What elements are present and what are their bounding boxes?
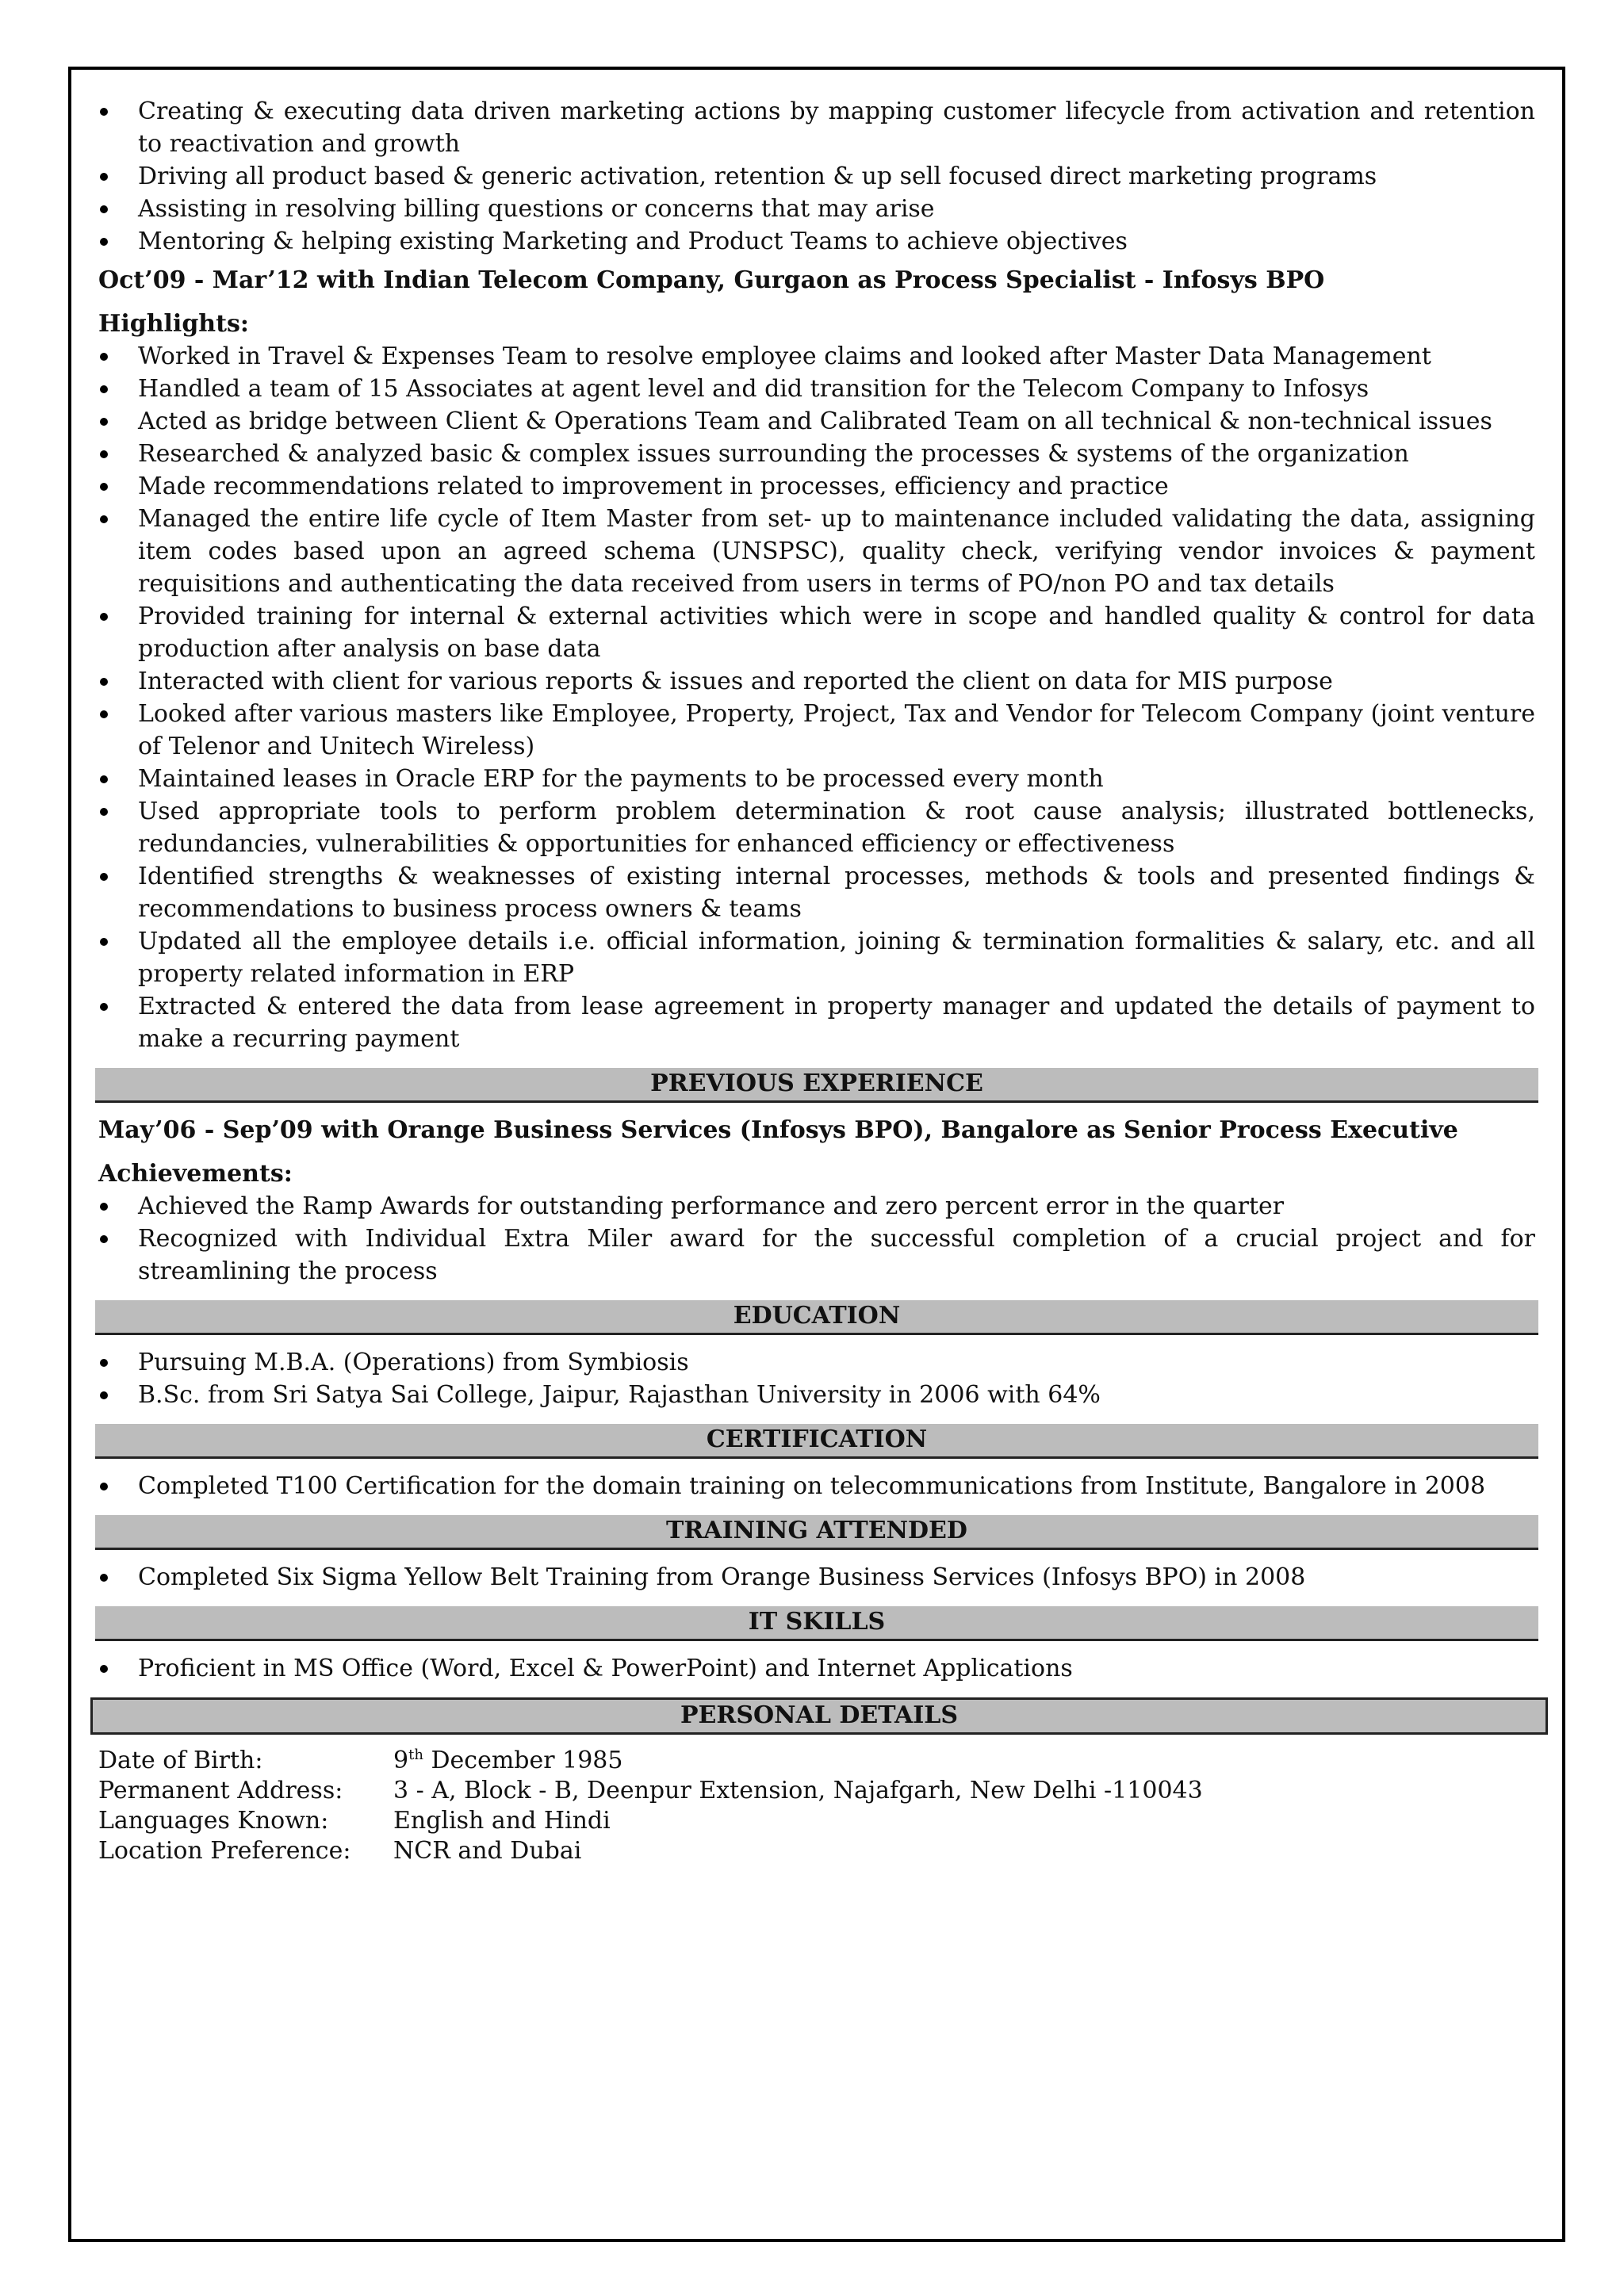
detail-row-languages <box>98 1806 1535 1836</box>
list-item: Researched & analyzed basic & complex issues surrounding the processes & systems of the organization <box>98 438 1535 470</box>
list-item: Looked after various masters like Employee, Property, Project, Tax and Vendor for Telecom Company (joint venture of Telenor and Unitech Wireless) <box>98 698 1535 763</box>
job-title-infosys: Oct’09 - Mar’12 with Indian Telecom Company, Gurgaon as Process Specialist - Infosys BPO <box>98 266 1325 294</box>
languages-label: Languages Known: <box>98 1807 329 1835</box>
training-list <box>98 1561 1535 1594</box>
list-item: Proficient in MS Office (Word, Excel & PowerPoint) and Internet Applications <box>98 1652 1535 1685</box>
section-header-education: EDUCATION <box>95 1300 1538 1335</box>
highlights-list <box>98 340 1535 1055</box>
education-list <box>98 1346 1535 1411</box>
list-item: Assisting in resolving billing questions or concerns that may arise <box>98 193 1535 225</box>
detail-row-dob <box>98 1746 1535 1776</box>
it-skills-list <box>98 1652 1535 1685</box>
list-item: Achieved the Ramp Awards for outstanding performance and zero percent error in the quarter <box>98 1190 1535 1223</box>
dob-suffix: th <box>408 1747 423 1763</box>
list-item: Worked in Travel & Expenses Team to resolve employee claims and looked after Master Data Management <box>98 340 1535 373</box>
achievements-heading: Achievements: <box>98 1160 293 1188</box>
list-item: Recognized with Individual Extra Miler award for the successful completion of a crucial project and for streamlining the process <box>98 1223 1535 1288</box>
list-item: Mentoring & helping existing Marketing and Product Teams to achieve objectives <box>98 225 1535 258</box>
list-item: Extracted & entered the data from lease agreement in property manager and updated the details of payment to make a recurring payment <box>98 990 1535 1055</box>
list-item: Completed T100 Certification for the domain training on telecommunications from Institute, Bangalore in 2008 <box>98 1470 1535 1502</box>
list-item: Acted as bridge between Client & Operations Team and Calibrated Team on all technical & non-technical issues <box>98 405 1535 438</box>
list-item: Made recommendations related to improvement in processes, efficiency and practice <box>98 470 1535 503</box>
section-header-training: TRAINING ATTENDED <box>95 1515 1538 1550</box>
address-label: Permanent Address: <box>98 1777 343 1804</box>
list-item: Interacted with client for various reports & issues and reported the client on data for MIS purpose <box>98 665 1535 698</box>
list-item: B.Sc. from Sri Satya Sai College, Jaipur, Rajasthan University in 2006 with 64% <box>98 1379 1535 1411</box>
languages-value: English and Hindi <box>393 1807 611 1835</box>
list-item: Driving all product based & generic activation, retention & up sell focused direct marketing programs <box>98 160 1535 193</box>
location-value: NCR and Dubai <box>393 1837 582 1865</box>
dob-month-year: December 1985 <box>423 1747 623 1774</box>
list-item: Creating & executing data driven marketing actions by mapping customer lifecycle from activation and retention to reactivation and growth <box>98 95 1535 160</box>
list-item: Updated all the employee details i.e. official information, joining & termination formalities & salary, etc. and all property related information in ERP <box>98 925 1535 990</box>
job-title-orange: May’06 - Sep’09 with Orange Business Services (Infosys BPO), Bangalore as Senior Process Executive <box>98 1116 1458 1144</box>
resume-content <box>98 95 1535 1866</box>
intro-bullet-list <box>98 95 1535 258</box>
address-value: 3 - A, Block - B, Deenpur Extension, Najafgarh, New Delhi -110043 <box>393 1777 1203 1804</box>
dob-label: Date of Birth: <box>98 1747 263 1774</box>
list-item: Identified strengths & weaknesses of existing internal processes, methods & tools and presented findings & recommendations to business process owners & teams <box>98 860 1535 925</box>
list-item: Managed the entire life cycle of Item Master from set- up to maintenance included validating the data, assigning item codes based upon an agreed schema (UNSPSC), quality check, verifying vendor invoices & payment requisitions and authenticating the data received from users in terms of PO/non PO and tax details <box>98 503 1535 600</box>
list-item: Pursuing M.B.A. (Operations) from Symbiosis <box>98 1346 1535 1379</box>
detail-row-location <box>98 1836 1535 1866</box>
location-label: Location Preference: <box>98 1837 351 1865</box>
list-item: Provided training for internal & external activities which were in scope and handled quality & control for data production after analysis on base data <box>98 600 1535 665</box>
list-item: Maintained leases in Oracle ERP for the payments to be processed every month <box>98 763 1535 795</box>
section-header-it-skills: IT SKILLS <box>95 1606 1538 1641</box>
achievements-list <box>98 1190 1535 1288</box>
highlights-heading: Highlights: <box>98 310 249 338</box>
list-item: Completed Six Sigma Yellow Belt Training from Orange Business Services (Infosys BPO) in 2008 <box>98 1561 1535 1594</box>
list-item: Handled a team of 15 Associates at agent level and did transition for the Telecom Company to Infosys <box>98 373 1535 405</box>
certification-list <box>98 1470 1535 1502</box>
detail-row-address <box>98 1776 1535 1806</box>
dob-day: 9 <box>393 1747 409 1774</box>
personal-details <box>98 1746 1535 1866</box>
section-header-personal-details: PERSONAL DETAILS <box>90 1697 1548 1735</box>
section-header-previous-experience: PREVIOUS EXPERIENCE <box>95 1068 1538 1103</box>
section-header-certification: CERTIFICATION <box>95 1424 1538 1459</box>
dob-value <box>393 1746 622 1776</box>
list-item: Used appropriate tools to perform problem determination & root cause analysis; illustrated bottlenecks, redundancies, vulnerabilities & opportunities for enhanced efficiency or effectiveness <box>98 795 1535 860</box>
